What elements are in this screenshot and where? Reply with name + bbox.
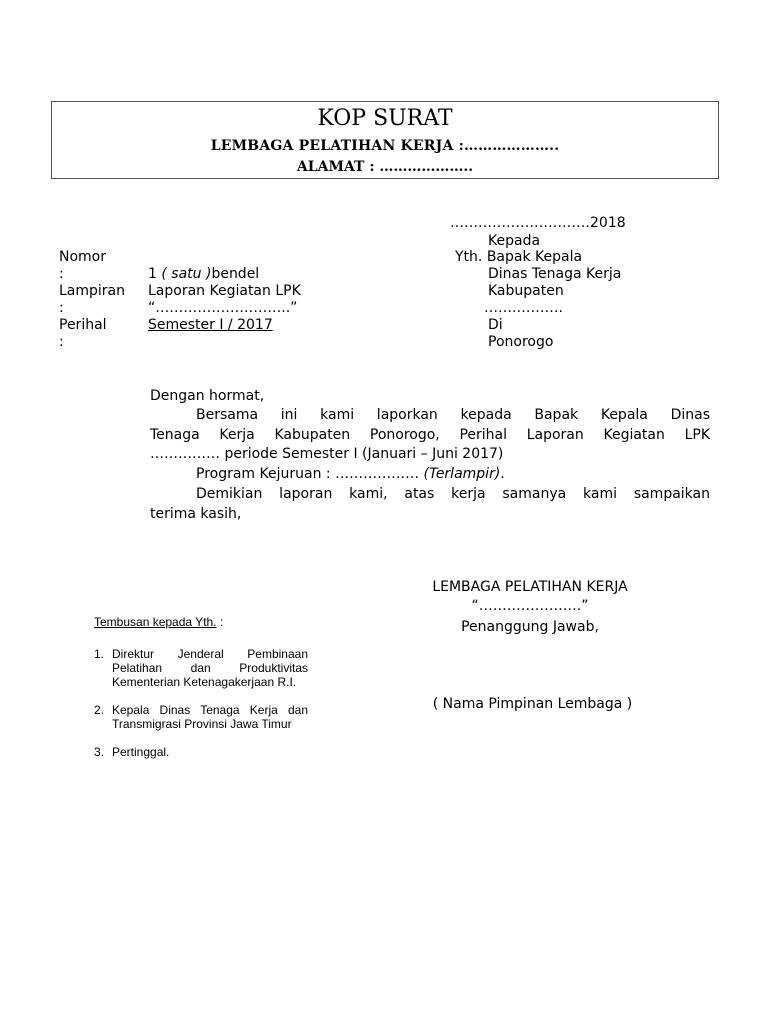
paragraph1-line1: Bersama ini kami laporkan kepada Bapak Kepala Dinas (196, 407, 710, 423)
signature-name-placeholder: “………………….” (471, 598, 589, 614)
lampiran-label: Lampiran (59, 283, 126, 299)
letterhead-institution: LEMBAGA PELATIHAN KERJA :……………….. (210, 138, 560, 154)
cc-item-1-line2: Pelatihan dan Produktivitas (112, 661, 308, 675)
program-line: Program Kejuruan : ……………… (Terlampir). (196, 466, 505, 482)
addressee-line5: Di (488, 317, 503, 333)
paragraph3-line1: Demikian laporan kami, atas kerja samanya kami sampaikan (196, 486, 710, 502)
hal-line1: Laporan Kegiatan LPK (148, 283, 301, 299)
cc-item-3-line1: Pertinggal. (112, 745, 170, 759)
cc-heading: Tembusan kepada Yth. : (94, 615, 224, 629)
letterhead-title: KOP SURAT (317, 106, 453, 131)
lampiran-value: 1 ( satu )bendel (148, 266, 260, 282)
addressee-yth: Yth. Bapak Kepala (455, 249, 583, 265)
signature-leader-name: ( Nama Pimpinan Lembaga ) (432, 696, 633, 712)
paragraph3-line2: terima kasih, (150, 506, 242, 522)
lampiran-colon: : (59, 300, 64, 316)
letterhead-box (51, 101, 719, 179)
signature-role: Penanggung Jawab, (461, 619, 599, 635)
salutation: Dengan hormat, (150, 388, 265, 404)
nomor-colon: : (59, 266, 64, 282)
addressee-kepada: Kepada (488, 233, 541, 249)
signature-institution: LEMBAGA PELATIHAN KERJA (432, 579, 628, 595)
addressee-line4: …….………. (484, 300, 563, 316)
hal-line2: “………………………..” (148, 300, 298, 316)
nomor-label: Nomor (59, 249, 106, 265)
paragraph1-line3: …………… periode Semester I (Januari – Juni 2017) (150, 446, 504, 462)
paragraph1-line2: Tenaga Kerja Kabupaten Ponorogo, Perihal Laporan Kegiatan LPK (150, 427, 710, 443)
cc-item-2-line2: Transmigrasi Provinsi Jawa Timur (112, 717, 292, 731)
cc-item-2-number: 2. (94, 703, 105, 717)
cc-item-1-number: 1. (94, 647, 105, 661)
cc-item-1-line3: Kementerian Ketenagakerjaan R.I. (112, 675, 297, 689)
perihal-colon: : (59, 334, 64, 350)
date-line: …………………………2018 (450, 215, 626, 231)
addressee-line6: Ponorogo (488, 334, 554, 350)
addressee-line2: Dinas Tenaga Kerja (488, 266, 622, 282)
addressee-line3: Kabupaten (488, 283, 564, 299)
cc-item-2-line1: Kepala Dinas Tenaga Kerja dan (112, 703, 308, 717)
perihal-value: Semester I / 2017 (148, 317, 273, 333)
cc-item-3-number: 3. (94, 745, 105, 759)
letterhead-address: ALAMAT : ……………….. (296, 159, 474, 175)
cc-item-1-line1: Direktur Jenderal Pembinaan (112, 647, 308, 661)
perihal-label: Perihal (59, 317, 107, 333)
